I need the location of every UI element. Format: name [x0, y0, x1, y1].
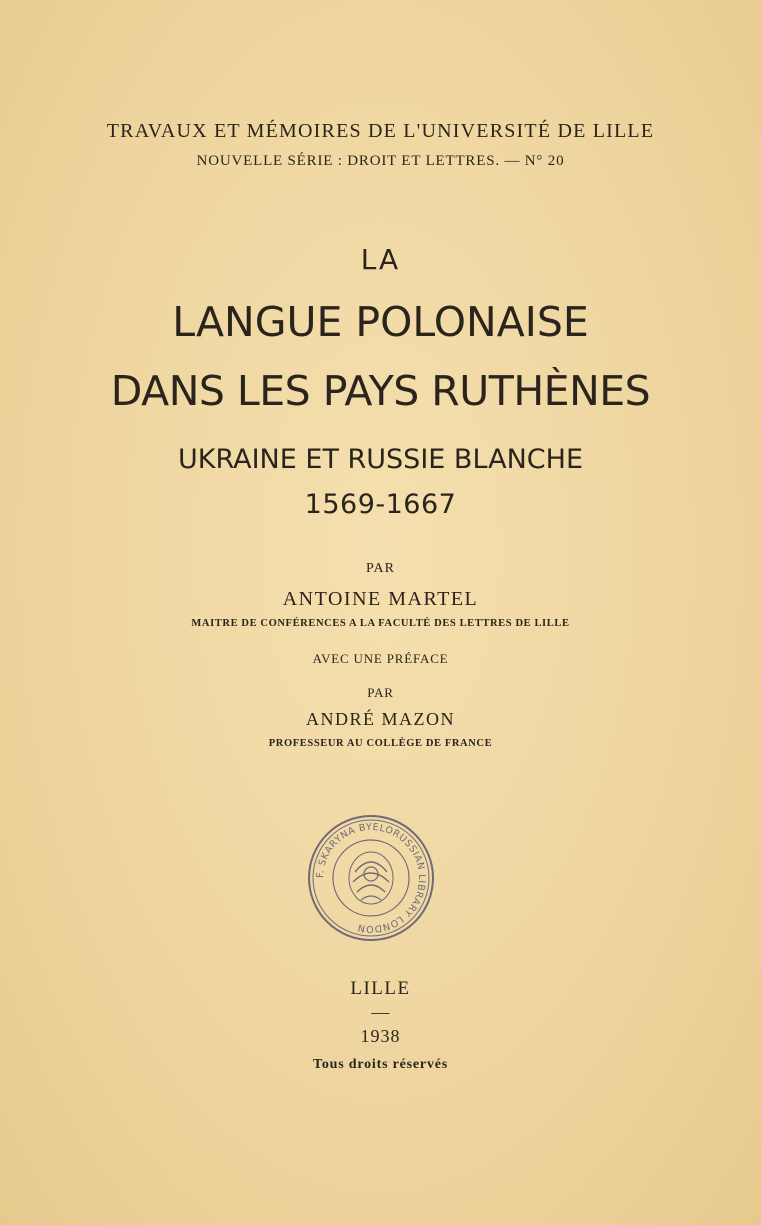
- author-position: MAITRE DE CONFÉRENCES A LA FACULTÉ DES LETTRES DE LILLE: [191, 618, 570, 629]
- series-subtitle: NOUVELLE SÉRIE : DROIT ET LETTRES. — N° 20: [196, 153, 565, 169]
- library-stamp-icon: [305, 812, 437, 944]
- preface-label: AVEC UNE PRÉFACE: [312, 651, 449, 666]
- imprint-city: LILLE: [350, 978, 411, 999]
- main-title-line-2: DANS LES PAYS RUTHÈNES: [110, 367, 651, 415]
- series-title: TRAVAUX ET MÉMOIRES DE L'UNIVERSITÉ DE LILLE: [106, 120, 655, 142]
- preface-par: PAR: [367, 685, 394, 700]
- imprint-rights: Tous droits réservés: [313, 1057, 448, 1072]
- imprint-year: 1938: [360, 1026, 401, 1046]
- author-name: ANTOINE MARTEL: [282, 588, 479, 610]
- preface-author-position: PROFESSEUR AU COLLÈGE DE FRANCE: [268, 738, 493, 749]
- title-article: LA: [360, 243, 401, 276]
- preface-author-name: ANDRÉ MAZON: [306, 709, 455, 729]
- stamp-text: F. SKARYNA BYELORUSSIAN LIBRARY LONDON: [314, 821, 428, 935]
- imprint-separator: —: [371, 1002, 390, 1022]
- main-title-line-1: LANGUE POLONAISE: [172, 298, 589, 346]
- author-par: PAR: [366, 561, 395, 576]
- subtitle: UKRAINE ET RUSSIE BLANCHE: [177, 444, 583, 475]
- title-years: 1569-1667: [304, 489, 457, 520]
